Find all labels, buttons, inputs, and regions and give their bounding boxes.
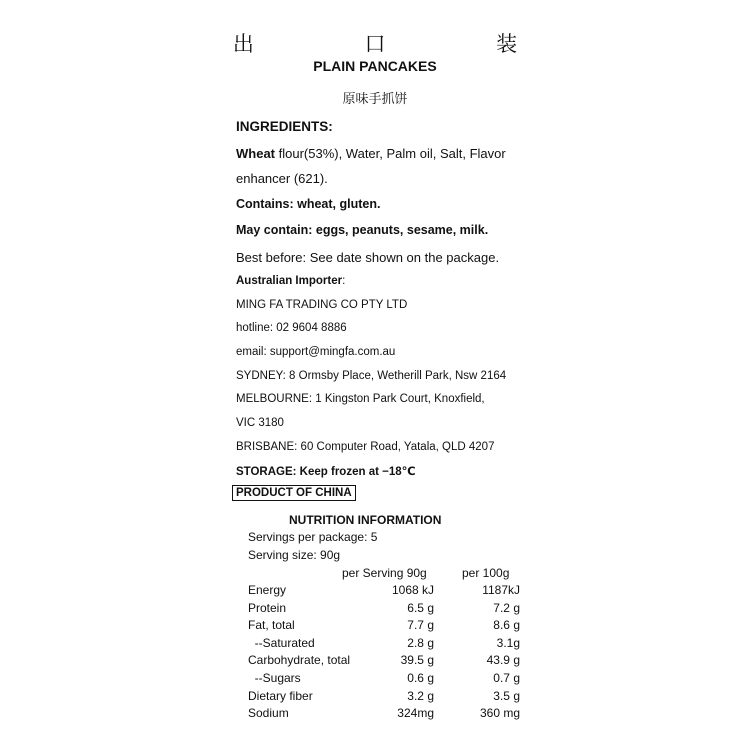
importer-company: MING FA TRADING CO PTY LTD (236, 299, 408, 311)
nutrition-row-per100: 3.1g (496, 635, 520, 650)
nutrition-row-per100: 8.6 g (493, 618, 520, 633)
importer-heading-colon: : (342, 275, 346, 287)
product-name-cn: 原味手抓饼 (342, 92, 408, 107)
importer-heading (236, 275, 345, 287)
ingredients-heading: INGREDIENTS: (236, 119, 333, 134)
nutrition-row-serving: 3.2 g (407, 688, 434, 703)
nutrition-row-serving: 0.6 g (407, 671, 434, 685)
nutrition-row-name: --Sugars (248, 671, 301, 685)
importer-sydney: SYDNEY: 8 Ormsby Place, Wetherill Park, Nsw 2164 (236, 370, 507, 382)
nutrition-row-per100: 3.5 g (493, 688, 520, 703)
nutrition-row-name: Protein (248, 600, 287, 615)
importer-melbourne-1: MELBOURNE: 1 Kingston Park Court, Knoxfield, (236, 393, 485, 405)
storage-instruction: STORAGE: Keep frozen at −18℃ (236, 466, 416, 478)
nutrition-row-serving: 2.8 g (407, 635, 434, 650)
ingredients-line-1-rest: flour(53%), Water, Palm oil, Salt, Flavor (275, 146, 506, 161)
may-contain-statement: May contain: eggs, peanuts, sesame, milk. (236, 223, 489, 237)
product-of-china-badge: PRODUCT OF CHINA (232, 485, 356, 501)
nutrition-col-100g: per 100g (462, 566, 510, 580)
importer-email: email: support@mingfa.com.au (236, 346, 396, 358)
contains-statement: Contains: wheat, gluten. (236, 197, 381, 211)
nutrition-row-name: Fat, total (248, 618, 295, 633)
importer-hotline: hotline: 02 9604 8886 (236, 322, 347, 334)
importer-melbourne-2: VIC 3180 (236, 417, 284, 429)
product-name: PLAIN PANCAKES (313, 58, 437, 74)
importer-heading-text: Australian Importer (236, 275, 343, 287)
nutrition-row-per100: 7.2 g (493, 600, 520, 615)
nutrition-row-name: --Saturated (248, 635, 315, 650)
ingredients-line-1 (236, 146, 506, 161)
nutrition-row-name: Sodium (248, 706, 289, 721)
nutrition-heading: NUTRITION INFORMATION (289, 513, 442, 527)
serving-size: Serving size: 90g (248, 548, 341, 562)
nutrition-row-per100: 43.9 g (486, 653, 520, 668)
nutrition-row-serving: 39.5 g (400, 653, 434, 668)
nutrition-row-per100: 1187kJ (482, 583, 520, 597)
export-title-cn: 出 口 装 (232, 32, 570, 56)
servings-per-package: Servings per package: 5 (248, 530, 378, 544)
nutrition-col-serving: per Serving 90g (342, 566, 427, 580)
nutrition-row-serving: 7.7 g (407, 618, 434, 633)
best-before: Best before: See date shown on the package. (236, 250, 500, 265)
nutrition-row-per100: 360 mg (479, 706, 520, 721)
nutrition-row-name: Dietary fiber (248, 688, 313, 703)
nutrition-row-serving: 1068 kJ (391, 583, 434, 597)
nutrition-row-name: Carbohydrate, total (248, 653, 351, 668)
nutrition-row-serving: 6.5 g (407, 600, 434, 615)
nutrition-row-name: Energy (248, 583, 287, 597)
nutrition-row-serving: 324mg (397, 706, 434, 721)
importer-brisbane: BRISBANE: 60 Computer Road, Yatala, QLD 4207 (236, 441, 495, 453)
ingredients-line-2: enhancer (621). (236, 171, 328, 186)
allergen-wheat: Wheat (236, 146, 275, 161)
nutrition-row-per100: 0.7 g (493, 671, 520, 685)
